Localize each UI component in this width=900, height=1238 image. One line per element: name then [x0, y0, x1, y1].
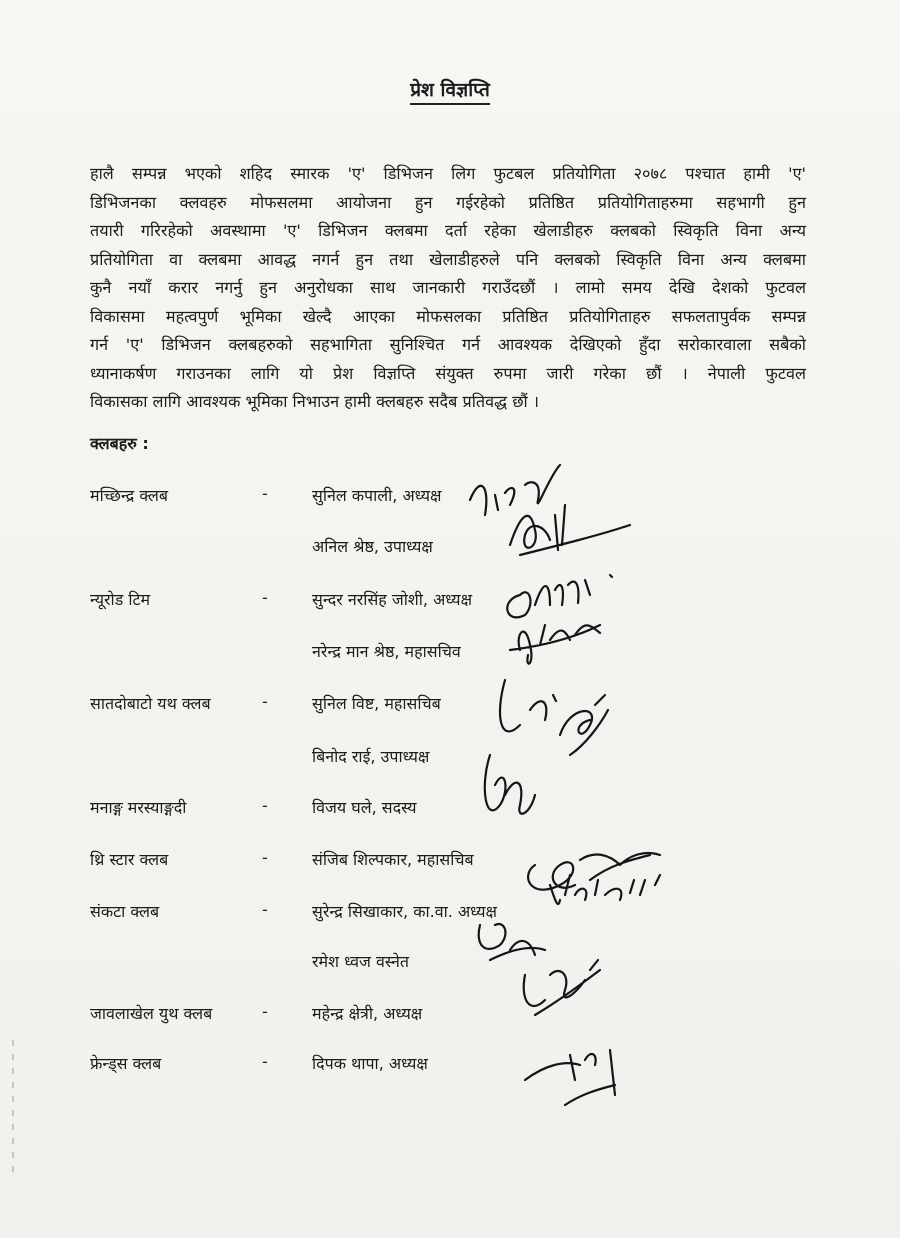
club-name: फ्रेन्ड्स क्लब: [90, 1054, 162, 1073]
person-entry: रमेश ध्वज वस्नेत: [312, 952, 409, 971]
dash-separator: -: [262, 588, 268, 607]
handwritten-signatures: [450, 455, 700, 1125]
body-line: कुनै नयाँ करार नगर्नु हुन अनुरोधका साथ जानकारी गराउँदछौं । लामो समय देखि देशको फुटवल: [90, 278, 806, 297]
person-entry: अनिल श्रेष्ठ, उपाध्यक्ष: [312, 537, 433, 556]
club-name: मनाङ्ग मरस्याङ्गदी: [90, 798, 187, 817]
body-line: ध्यानाकर्षण गराउनका लागि यो प्रेश विज्ञप्ति संयुक्त रुपमा जारी गरेका छौं । नेपाली फुटवल: [90, 363, 806, 383]
body-line: गर्न 'ए' डिभिजन क्लबहरुको सहभागिता सुनिश्चित गर्न आवश्यक देखिएको हुँदा सरोकारवाला सबैको: [90, 335, 806, 354]
club-name: जावलाखेल युथ क्लब: [90, 1004, 213, 1023]
person-entry: बिनोद राई, उपाध्यक्ष: [312, 747, 430, 766]
person-entry: नरेन्द्र मान श्रेष्ठ, महासचिव: [312, 642, 461, 661]
document-title: [0, 76, 900, 102]
club-name: संकटा क्लब: [90, 902, 160, 921]
title-text: प्रेश विज्ञप्ति: [410, 79, 490, 105]
person-entry: सुरेन्द्र सिखाकार, का.वा. अध्यक्ष: [312, 902, 497, 921]
dash-separator: -: [262, 692, 268, 711]
body-paragraph: [90, 160, 806, 417]
person-entry: सुन्दर नरसिंह जोशी, अध्यक्ष: [312, 590, 473, 609]
clubs-heading: क्लबहरु :: [90, 434, 149, 453]
scan-margin-marks: [10, 1040, 16, 1180]
body-line: प्रतियोगिता वा क्लबमा आवद्ध नगर्न हुन तथा खेलाडीहरुले पनि क्लबको स्विकृति विना अन्य क्लबमा: [90, 249, 806, 269]
person-entry: संजिब शिल्पकार, महासचिब: [312, 850, 474, 869]
person-entry: महेन्द्र क्षेत्री, अध्यक्ष: [312, 1004, 423, 1023]
dash-separator: -: [262, 848, 268, 867]
dash-separator: -: [262, 1002, 268, 1021]
dash-separator: -: [262, 484, 268, 503]
club-name: न्यूरोड टिम: [90, 590, 151, 609]
body-line: हालै सम्पन्न भएको शहिद स्मारक 'ए' डिभिजन लिग फुटबल प्रतियोगिता २०७८ पश्चात हामी 'ए': [90, 164, 806, 183]
body-line: डिभिजनका क्लवहरु मोफसलमा आयोजना हुन गईरहेको प्रतिष्ठित प्रतियोगिताहरुमा सहभागी हुन: [90, 192, 806, 212]
body-line: तयारी गरिरहेको अवस्थामा 'ए' डिभिजन क्लबमा दर्ता रहेका खेलाडीहरु क्लबको स्विकृति विना अन्य: [90, 221, 806, 240]
person-entry: दिपक थापा, अध्यक्ष: [312, 1054, 428, 1073]
person-entry: सुनिल कपाली, अध्यक्ष: [312, 486, 442, 505]
signature-strokes: [470, 465, 660, 1105]
dash-separator: -: [262, 1052, 268, 1071]
club-name: मच्छिन्द्र क्लब: [90, 486, 169, 505]
body-line: विकासका लागि आवश्यक भूमिका निभाउन हामी क्लबहरु सदैब प्रतिवद्ध छौं ।: [90, 392, 540, 411]
body-line: विकासमा महत्वपुर्ण भूमिका खेल्दै आएका मोफसलका प्रतिष्ठित प्रतियोगिताहरु सफलतापुर्वक सम्पन्न: [90, 306, 806, 326]
club-name: सातदोबाटो यथ क्लब: [90, 694, 211, 713]
person-entry: सुनिल विष्ट, महासचिब: [312, 694, 441, 713]
club-name: थ्रि स्टार क्लब: [90, 850, 169, 869]
person-entry: विजय घले, सदस्य: [312, 798, 417, 817]
dash-separator: -: [262, 900, 268, 919]
dash-separator: -: [262, 796, 268, 815]
